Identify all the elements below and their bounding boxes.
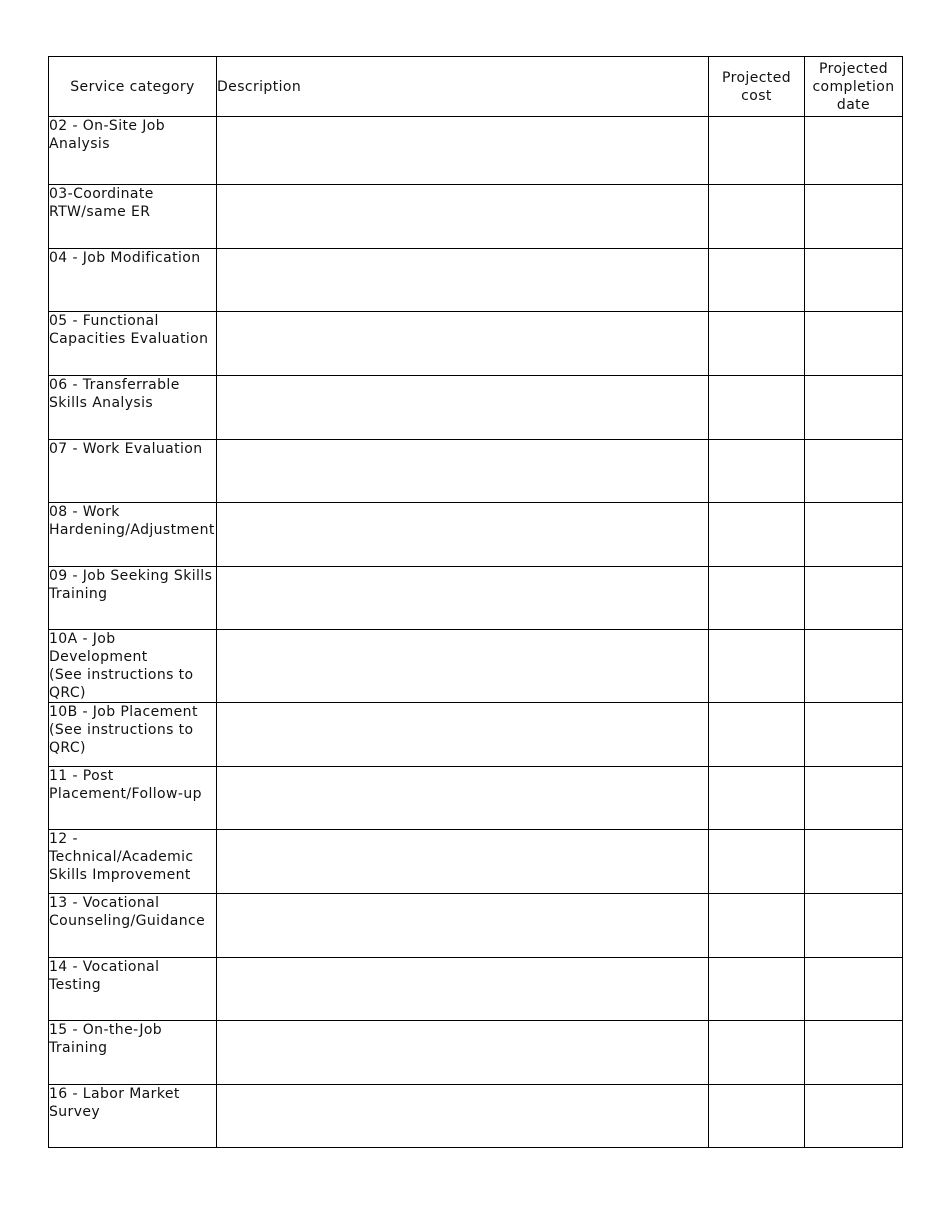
services-table — [48, 56, 903, 1148]
service-category-cell: 12 - Technical/Academic Skills Improvement — [49, 830, 217, 894]
projected-cost-field[interactable] — [709, 440, 805, 503]
description-field[interactable] — [217, 958, 709, 1021]
description-field[interactable] — [217, 440, 709, 503]
projected-completion-date-field[interactable] — [805, 894, 903, 958]
description-field[interactable] — [217, 503, 709, 567]
service-category-cell: 10A - Job Development (See instructions to QRC) — [49, 630, 217, 703]
table-row — [49, 440, 903, 503]
service-category-cell: 10B - Job Placement (See instructions to QRC) — [49, 703, 217, 767]
projected-completion-date-field[interactable] — [805, 249, 903, 312]
header-projected-completion-date-label: Projected completion date — [812, 60, 895, 113]
table-row — [49, 567, 903, 630]
projected-cost-field[interactable] — [709, 1085, 805, 1148]
description-field[interactable] — [217, 703, 709, 767]
description-field[interactable] — [217, 1085, 709, 1148]
description-field[interactable] — [217, 894, 709, 958]
description-field[interactable] — [217, 185, 709, 249]
description-field[interactable] — [217, 117, 709, 185]
projected-cost-field[interactable] — [709, 376, 805, 440]
description-field[interactable] — [217, 249, 709, 312]
projected-cost-field[interactable] — [709, 312, 805, 376]
table-row — [49, 767, 903, 830]
projected-completion-date-field[interactable] — [805, 117, 903, 185]
projected-completion-date-field[interactable] — [805, 503, 903, 567]
projected-cost-field[interactable] — [709, 830, 805, 894]
projected-completion-date-field[interactable] — [805, 958, 903, 1021]
projected-cost-field[interactable] — [709, 630, 805, 703]
projected-completion-date-field[interactable] — [805, 185, 903, 249]
description-field[interactable] — [217, 830, 709, 894]
table-header-row — [49, 57, 903, 117]
description-field[interactable] — [217, 376, 709, 440]
projected-cost-field[interactable] — [709, 249, 805, 312]
projected-completion-date-field[interactable] — [805, 830, 903, 894]
table-row — [49, 185, 903, 249]
description-field[interactable] — [217, 767, 709, 830]
service-category-cell: 11 - Post Placement/Follow-up — [49, 767, 217, 830]
projected-cost-field[interactable] — [709, 503, 805, 567]
service-category-cell: 14 - Vocational Testing — [49, 958, 217, 1021]
service-category-cell: 07 - Work Evaluation — [49, 440, 217, 503]
projected-cost-field[interactable] — [709, 117, 805, 185]
table-row — [49, 249, 903, 312]
projected-completion-date-field[interactable] — [805, 1085, 903, 1148]
projected-cost-field[interactable] — [709, 767, 805, 830]
service-category-cell: 09 - Job Seeking Skills Training — [49, 567, 217, 630]
table-row — [49, 1085, 903, 1148]
table-row — [49, 830, 903, 894]
table-row — [49, 630, 903, 703]
projected-cost-field[interactable] — [709, 567, 805, 630]
service-category-cell: 06 - Transferrable Skills Analysis — [49, 376, 217, 440]
projected-completion-date-field[interactable] — [805, 703, 903, 767]
header-projected-completion-date — [805, 57, 903, 117]
projected-cost-field[interactable] — [709, 894, 805, 958]
projected-cost-field[interactable] — [709, 958, 805, 1021]
service-category-cell: 08 - Work Hardening/Adjustment — [49, 503, 217, 567]
description-field[interactable] — [217, 567, 709, 630]
table-row — [49, 312, 903, 376]
projected-cost-field[interactable] — [709, 185, 805, 249]
service-category-cell: 04 - Job Modification — [49, 249, 217, 312]
projected-completion-date-field[interactable] — [805, 630, 903, 703]
service-category-cell: 16 - Labor Market Survey — [49, 1085, 217, 1148]
table-row — [49, 703, 903, 767]
table-row — [49, 958, 903, 1021]
projected-completion-date-field[interactable] — [805, 767, 903, 830]
projected-cost-field[interactable] — [709, 703, 805, 767]
projected-completion-date-field[interactable] — [805, 1021, 903, 1085]
service-category-cell: 03-Coordinate RTW/same ER — [49, 185, 217, 249]
projected-completion-date-field[interactable] — [805, 567, 903, 630]
service-category-cell: 15 - On-the-Job Training — [49, 1021, 217, 1085]
header-service-category: Service category — [49, 57, 217, 117]
description-field[interactable] — [217, 312, 709, 376]
table-row — [49, 894, 903, 958]
projected-completion-date-field[interactable] — [805, 440, 903, 503]
description-field[interactable] — [217, 630, 709, 703]
projected-cost-field[interactable] — [709, 1021, 805, 1085]
table-row — [49, 376, 903, 440]
service-category-cell: 13 - Vocational Counseling/Guidance — [49, 894, 217, 958]
service-category-cell: 02 - On-Site Job Analysis — [49, 117, 217, 185]
table-row — [49, 1021, 903, 1085]
header-projected-cost-label: Projected cost — [722, 69, 791, 104]
table-row — [49, 503, 903, 567]
table-row — [49, 117, 903, 185]
description-field[interactable] — [217, 1021, 709, 1085]
header-description: Description — [217, 57, 709, 117]
header-projected-cost — [709, 57, 805, 117]
service-category-cell: 05 - Functional Capacities Evaluation — [49, 312, 217, 376]
projected-completion-date-field[interactable] — [805, 312, 903, 376]
projected-completion-date-field[interactable] — [805, 376, 903, 440]
